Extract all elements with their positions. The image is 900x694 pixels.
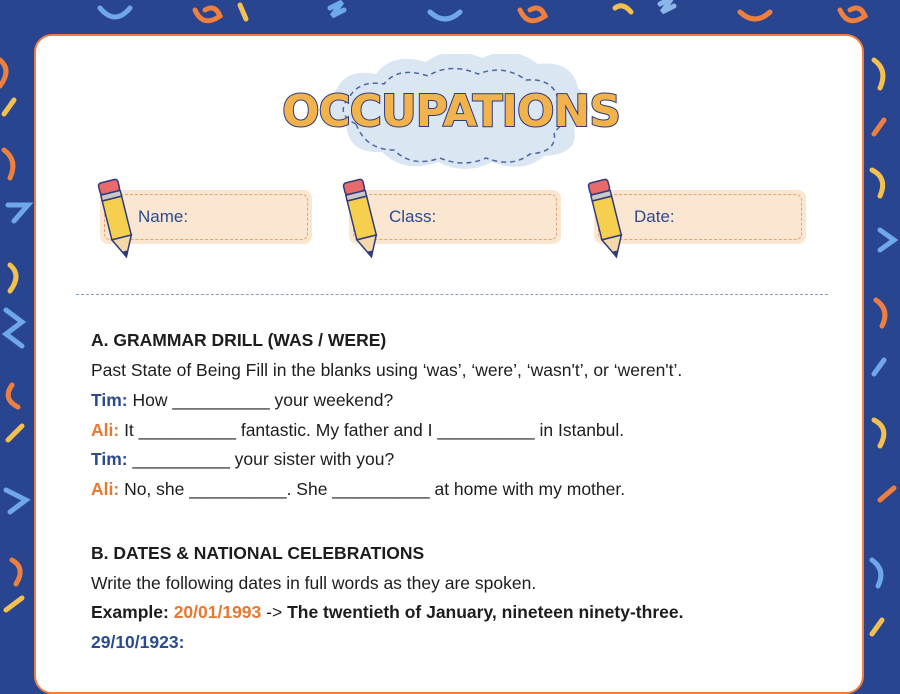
class-field-label: Class: [389, 207, 437, 226]
name-field-label: Name: [138, 207, 189, 226]
dialogue-text: It __________ fantastic. My father and I __________ in Istanbul. [119, 420, 625, 440]
section-a-heading: A. GRAMMAR DRILL (WAS / WERE) [91, 330, 387, 350]
speaker-label: Ali: [91, 479, 120, 499]
section-divider [76, 294, 828, 295]
date-field-label: Date: [634, 207, 675, 226]
dialogue-line [91, 390, 393, 411]
example-answer: The twentieth of January, nineteen ninety-three. [287, 602, 684, 622]
dialogue-line [91, 420, 624, 441]
section-a-instruction: Past State of Being Fill in the blanks using ‘was’, ‘were’, ‘wasn't’, or ‘weren't’. [91, 360, 683, 380]
dialogue-text: __________ your sister with you? [127, 449, 395, 469]
date-item: 29/10/1923: [91, 632, 185, 652]
dialogue-line [91, 449, 394, 470]
dialogue-text: No, she __________. She __________ at home with my mother. [119, 479, 626, 499]
pencil-icon [94, 176, 140, 262]
example-line [91, 602, 683, 623]
pencil-icon [584, 176, 630, 262]
pencil-icon [339, 176, 385, 262]
example-arrow: -> [261, 602, 288, 622]
example-date: 20/01/1993 [173, 602, 262, 622]
example-label: Example: [91, 602, 169, 622]
dialogue-line [91, 479, 625, 500]
page-title: OCCUPATIONS [282, 86, 620, 137]
speaker-label: Ali: [91, 420, 120, 440]
section-b-heading: B. DATES & NATIONAL CELEBRATIONS [91, 543, 425, 563]
dialogue-text: How __________ your weekend? [127, 390, 394, 410]
speaker-label: Tim: [91, 390, 128, 410]
worksheet-card [34, 34, 864, 694]
section-b-instruction: Write the following dates in full words as they are spoken. [91, 573, 537, 593]
speaker-label: Tim: [91, 449, 128, 469]
